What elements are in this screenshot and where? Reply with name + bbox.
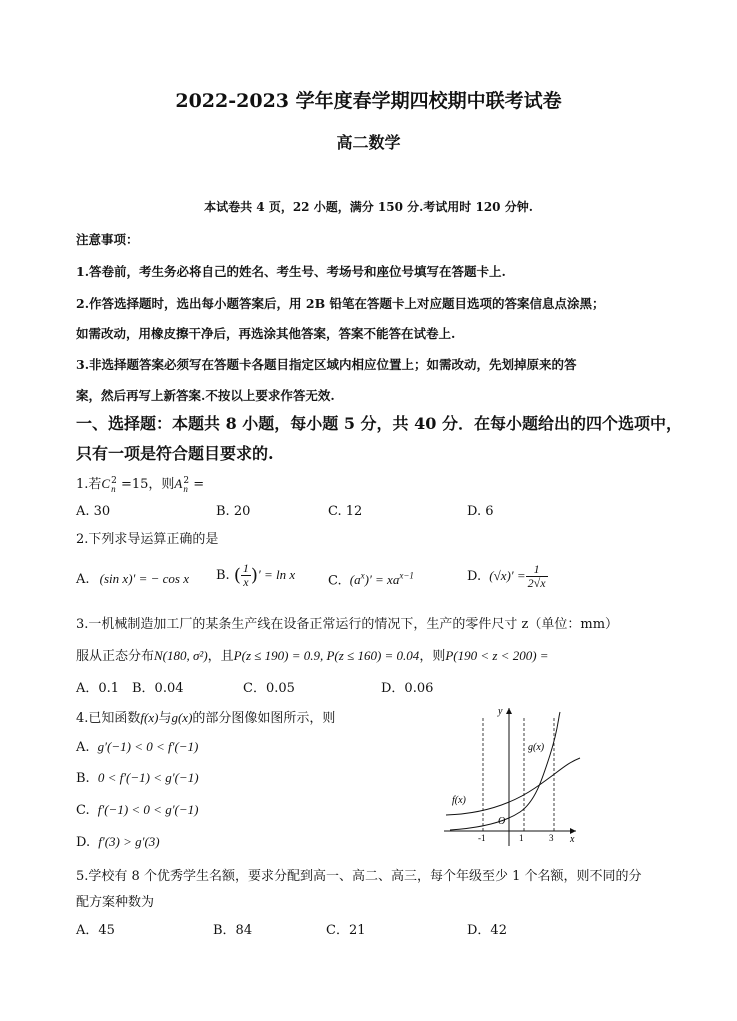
q4-c-expr: f′(−1) < 0 < g′(−1)	[97, 802, 199, 817]
q1-option-c: C. 12	[328, 504, 363, 519]
q4-stem-c: 的部分图像如图所示，则	[192, 711, 336, 726]
q4-option-c	[76, 802, 198, 818]
q1-option-a: A. 30	[76, 504, 111, 519]
q1-a-sup: 2	[183, 475, 190, 486]
q1-a-sub: n	[183, 483, 188, 494]
notice-line-1: 1.答卷前，考生务必将自己的姓名、考生号、考场号和座位号填写在答题卡上.	[76, 264, 506, 279]
q4-f-curve	[446, 758, 580, 815]
q4-a-label: A.	[76, 740, 90, 755]
q4-g: g(x)	[171, 710, 193, 725]
q4-g-label: g(x)	[528, 742, 545, 753]
q3-option-b: B．0.04	[132, 681, 184, 696]
exam-intro: 本试卷共 4 页，22 小题，满分 150 分.考试用时 120 分钟.	[204, 200, 533, 214]
q4-y-axis-arrow	[506, 708, 512, 714]
q2-c-base: (a	[349, 572, 361, 588]
q2-b-lparen: (	[233, 565, 241, 586]
q1-option-b: B. 20	[216, 504, 251, 519]
section1-line-1: 一、选择题：本题共 8 小题，每小题 5 分，共 40 分．在每小题给出的四个选项中，	[76, 414, 682, 433]
q2-option-d	[467, 563, 548, 590]
q4-stem	[76, 707, 335, 726]
q5-option-c: C．21	[326, 923, 366, 938]
q4-d-label: D.	[76, 835, 91, 850]
q4-tick-neg1: -1	[478, 833, 486, 843]
q3-line-2	[76, 645, 549, 664]
q2-option-b	[216, 562, 295, 589]
q2-b-label: B.	[216, 568, 230, 583]
q4-c-label: C.	[76, 803, 90, 818]
q1-tail: =	[189, 477, 205, 492]
notice-line-3: 如需改动，用橡皮擦干净后，再选涂其他答案，答案不能答在试卷上.	[76, 326, 456, 341]
q2-b-num: 1	[242, 561, 249, 575]
exam-title: 2022-2023 学年度春学期四校期中联考试卷	[175, 90, 562, 112]
q4-option-b	[76, 770, 199, 786]
q3-line2-a: 服从正态分布	[76, 649, 155, 664]
q3-line-1: 3.一机械制造加工厂的某条生产线在设备正常运行的情况下，生产的零件尺寸 z（单位：mm）	[76, 617, 619, 632]
q2-a-expr: (sin x)′ = − cos x	[99, 571, 190, 586]
q3-distribution: N(180, σ²)	[154, 648, 208, 663]
q4-b-expr: 0 < f′(−1) < g′(−1)	[97, 770, 199, 785]
q1-prefix: 1.若	[76, 477, 102, 492]
q2-c-label: C.	[328, 573, 342, 589]
q5-option-d: D．42	[467, 923, 507, 938]
q2-option-a	[76, 571, 189, 587]
q3-option-c: C．0.05	[243, 681, 295, 696]
notice-line-5: 案，然后再写上新答案.不按以上要求作答无效.	[76, 388, 335, 403]
q3-question-prob: P(190 < z < 200) =	[445, 648, 549, 663]
q5-line-1: 5.学校有 8 个优秀学生名额，要求分配到高一、高二、高三，每个年级至少 1 个名额，则不同的分	[76, 869, 642, 884]
q1-a-symbol: A	[174, 476, 183, 491]
q2-b-tail: ′ = ln x	[257, 567, 296, 582]
q4-y-label: y	[498, 706, 503, 717]
q2-c-sup2: x−1	[399, 571, 414, 581]
notice-line-4: 3.非选择题答案必须写在答题卡各题目指定区域内相应位置上；如需改动，先划掉原来的答	[76, 357, 577, 372]
section1-line-2: 只有一项是符合题目要求的.	[76, 444, 274, 463]
q2-d-lhs: (√x)′ =	[489, 568, 526, 583]
q4-x-label: x	[570, 834, 575, 845]
q4-f: f(x)	[140, 710, 159, 725]
q4-f-label: f(x)	[452, 795, 466, 806]
q2-b-den: x	[243, 575, 249, 589]
q4-stem-b: 与	[158, 711, 172, 726]
q4-tick-1: 1	[519, 833, 524, 843]
q4-stem-a: 4.已知函数	[76, 711, 141, 726]
q3-option-d: D．0.06	[381, 681, 434, 696]
q5-line-2: 配方案种数为	[76, 895, 155, 910]
exam-subtitle: 高二数学	[336, 133, 401, 152]
q3-line2-b: ，且	[207, 649, 234, 664]
q4-b-label: B.	[76, 771, 90, 786]
q4-a-expr: g′(−1) < 0 < f′(−1)	[97, 739, 199, 754]
q4-option-d	[76, 834, 160, 850]
q2-option-c	[328, 571, 414, 588]
q3-probabilities: P(z ≤ 190) = 0.9, P(z ≤ 160) = 0.04	[233, 648, 420, 663]
q1-c-sup: 2	[111, 475, 117, 486]
q4-tick-3: 3	[549, 833, 554, 843]
q2-b-rparen: )	[250, 565, 258, 586]
q1-stem	[76, 473, 204, 493]
q1-c-sub: n	[111, 483, 116, 494]
q4-function-graph	[440, 700, 590, 848]
q4-origin-label: O	[498, 816, 506, 827]
q2-d-den: 2√x	[527, 576, 546, 590]
q3-line2-c: ，则	[419, 649, 446, 664]
q4-g-curve	[450, 712, 560, 830]
notice-line-2: 2.作答选择题时，选出每小题答案后，用 2B 铅笔在答题卡上对应题目选项的答案信息点涂黑；	[76, 296, 605, 311]
q2-c-mid: )′ = xa	[364, 572, 400, 588]
q2-d-label: D.	[467, 569, 482, 584]
q2-a-label: A.	[76, 572, 90, 587]
notice-heading: 注意事项：	[76, 232, 139, 247]
q5-option-b: B．84	[213, 923, 253, 938]
q2-stem: 2.下列求导运算正确的是	[76, 532, 219, 547]
q1-eq: =15，则	[116, 477, 175, 492]
q5-option-a: A．45	[76, 923, 115, 938]
q3-option-a: A．0.1	[76, 681, 120, 696]
q1-c-symbol: C	[101, 476, 111, 491]
q2-c-sup: x	[360, 571, 365, 581]
q1-option-d: D. 6	[467, 504, 494, 519]
q2-d-num: 1	[526, 563, 548, 577]
q4-d-expr: f′(3) > g′(3)	[98, 834, 160, 849]
q4-option-a	[76, 739, 198, 755]
